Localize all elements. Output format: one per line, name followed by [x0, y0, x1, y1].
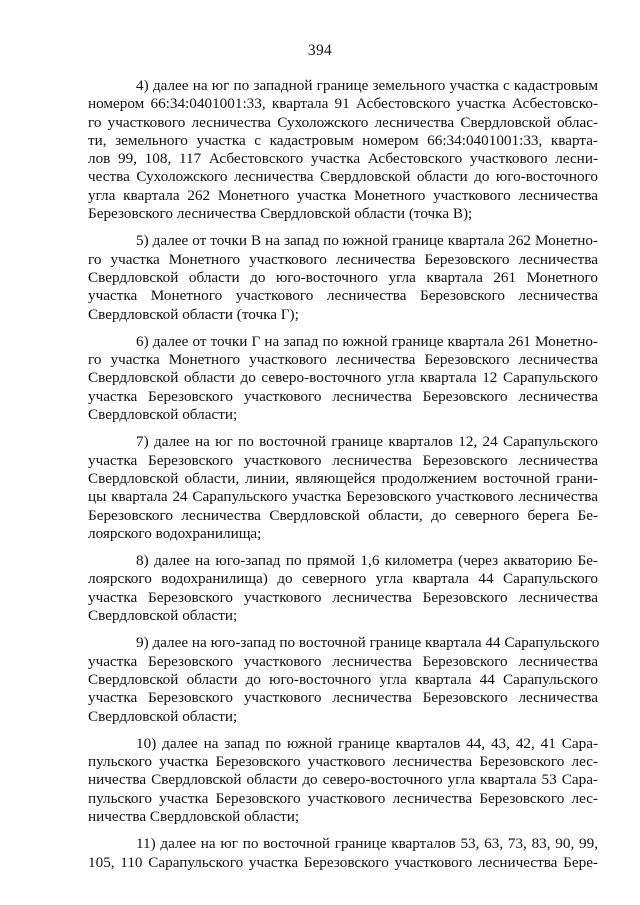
text-line: Березовского лесничества Свердловской области, до северного берега Бе-	[88, 506, 598, 524]
text-line: участка Монетного участкового лесничества Березовского лесничества	[88, 287, 598, 305]
paragraph	[88, 232, 598, 323]
text-line: Свердловской области, линии, являющейся продолжением восточной грани-	[88, 469, 598, 487]
text-line: Свердловской области;	[88, 707, 238, 725]
text-line: 6) далее от точки Г на запад по южной границе квартала 261 Монетно-	[136, 332, 598, 350]
paragraph	[88, 735, 598, 826]
text-line: участка Березовского участкового лесничества Березовского лесничества	[88, 387, 598, 405]
text-line: номером 66:34:0401001:33, квартала 91 Асбестовского участка Асбестовско-	[88, 95, 598, 113]
paragraph	[88, 333, 598, 424]
text-line: участка Березовского участкового лесничества Березовского лесничества	[88, 689, 598, 707]
paragraph	[88, 634, 598, 725]
text-line: ничества Свердловской области;	[88, 807, 300, 825]
text-line: цы квартала 24 Сарапульского участка Березовского участкового лесничества	[88, 488, 598, 506]
text-line: Свердловской области до северо-восточного угла квартала 12 Сарапульского	[88, 369, 598, 387]
text-line: 10) далее на запад по южной границе кварталов 44, 43, 42, 41 Сара-	[136, 734, 598, 752]
text-line: 105, 110 Сарапульского участка Березовского участкового лесничества Бере-	[88, 853, 598, 871]
text-line: участка Березовского участкового лесничества Березовского лесничества	[88, 451, 598, 469]
text-line: участка Березовского участкового лесничества Березовского лесничества	[88, 588, 598, 606]
text-line: Свердловской области до юго-восточного угла квартала 44 Сарапульского	[88, 670, 598, 688]
text-line: угла квартала 262 Монетного участка Монетного участкового лесничества	[88, 186, 598, 204]
paragraph	[88, 835, 598, 872]
paragraph	[88, 433, 598, 543]
text-line: Свердловской области;	[88, 607, 238, 625]
text-line: ничества Свердловской области до северо-восточного угла квартала 53 Сара-	[88, 771, 598, 789]
text-line: лоярского водохранилища) до северного угла квартала 44 Сарапульского	[88, 570, 598, 588]
text-line: го участкового лесничества Сухоложского лесничества Свердловской облас-	[88, 113, 598, 131]
text-line: пульского участка Березовского участкового лесничества Березовского лес-	[88, 753, 598, 771]
text-line: Свердловской области (точка Г);	[88, 305, 299, 323]
text-line: лоярского водохранилища;	[88, 524, 262, 542]
text-line: 7) далее на юг по восточной границе кварталов 12, 24 Сарапульского	[136, 433, 598, 451]
text-line: Березовского лесничества Свердловской области (точка В);	[88, 205, 473, 223]
page-number: 394	[307, 42, 333, 59]
text-line: 11) далее на юг по восточной границе кварталов 53, 63, 73, 83, 90, 99,	[136, 835, 598, 853]
text-line: Свердловской области;	[88, 406, 238, 424]
text-line: ти, земельного участка с кадастровым номером 66:34:0401001:33, кварта-	[88, 131, 598, 149]
text-line: лов 99, 108, 117 Асбестовского участка Асбестовского участкового лесни-	[88, 150, 598, 168]
text-line: го участка Монетного участкового лесничества Березовского лесничества	[88, 250, 598, 268]
paragraph	[88, 77, 598, 223]
text-line: чества Сухоложского лесничества Свердловской области до юго-восточного	[88, 168, 598, 186]
text-line: 5) далее от точки В на запад по южной границе квартала 262 Монетно-	[136, 232, 598, 250]
text-line: 8) далее на юго-запад по прямой 1,6 километра (через акваторию Бе-	[136, 552, 598, 570]
paragraph	[88, 552, 598, 625]
document-body	[88, 77, 598, 881]
text-line: 9) далее на юго-запад по восточной границе квартала 44 Сарапульского	[136, 634, 600, 652]
text-line: 4) далее на юг по западной границе земельного участка с кадастровым	[136, 77, 598, 94]
text-line: Свердловской области до юго-восточного угла квартала 261 Монетного	[88, 268, 598, 286]
text-line: пульского участка Березовского участкового лесничества Березовского лес-	[88, 789, 598, 807]
text-line: го участка Монетного участкового лесничества Березовского лесничества	[88, 351, 598, 369]
text-line: участка Березовского участкового лесничества Березовского лесничества	[88, 652, 598, 670]
